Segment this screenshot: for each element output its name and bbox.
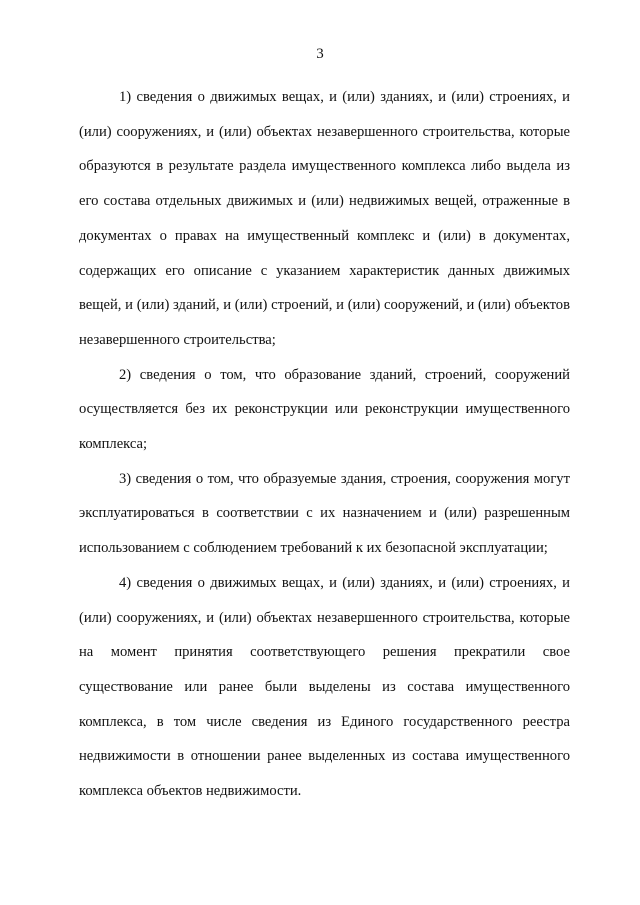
paragraph-item-1: 1) сведения о движимых вещах, и (или) зданиях, и (или) строениях, и (или) сооружениях, и (или) объектах незавершенного строительства, которые образуются в результате раздела имущественного комплекса либо выдела из его состава отдельных движимых и (или) недвижимых вещей, отраженные в документах о правах на имущественный комплекс и (или) в документах, содержащих его описание с указанием характеристик данных движимых вещей, и (или) зданий, и (или) строений, и (или) сооружений, и (или) объектов незавершенного строительства; (79, 89, 570, 348)
paragraph-item-4: 4) сведения о движимых вещах, и (или) зданиях, и (или) строениях, и (или) сооружениях, и (или) объектах незавершенного строительства, которые на момент принятия соответствующего решения прекратили свое существование или ранее были выделены из состава имущественного комплекса, в том числе сведения из Единого государственного реестра недвижимости в отношении ранее выделенных из состава имущественного комплекса объектов недвижимости. (79, 574, 570, 800)
page-number: 3 (316, 46, 324, 62)
paragraph-item-3: 3) сведения о том, что образуемые здания, строения, сооружения могут эксплуатироваться в соответствии с их назначением и (или) разрешенным использованием с соблюдением требований к их безопасной эксплуатации; (79, 470, 570, 557)
document-body (79, 80, 570, 809)
paragraph-item-2: 2) сведения о том, что образование зданий, строений, сооружений осуществляется без их реконструкции или реконструкции имущественного комплекса; (79, 366, 570, 453)
